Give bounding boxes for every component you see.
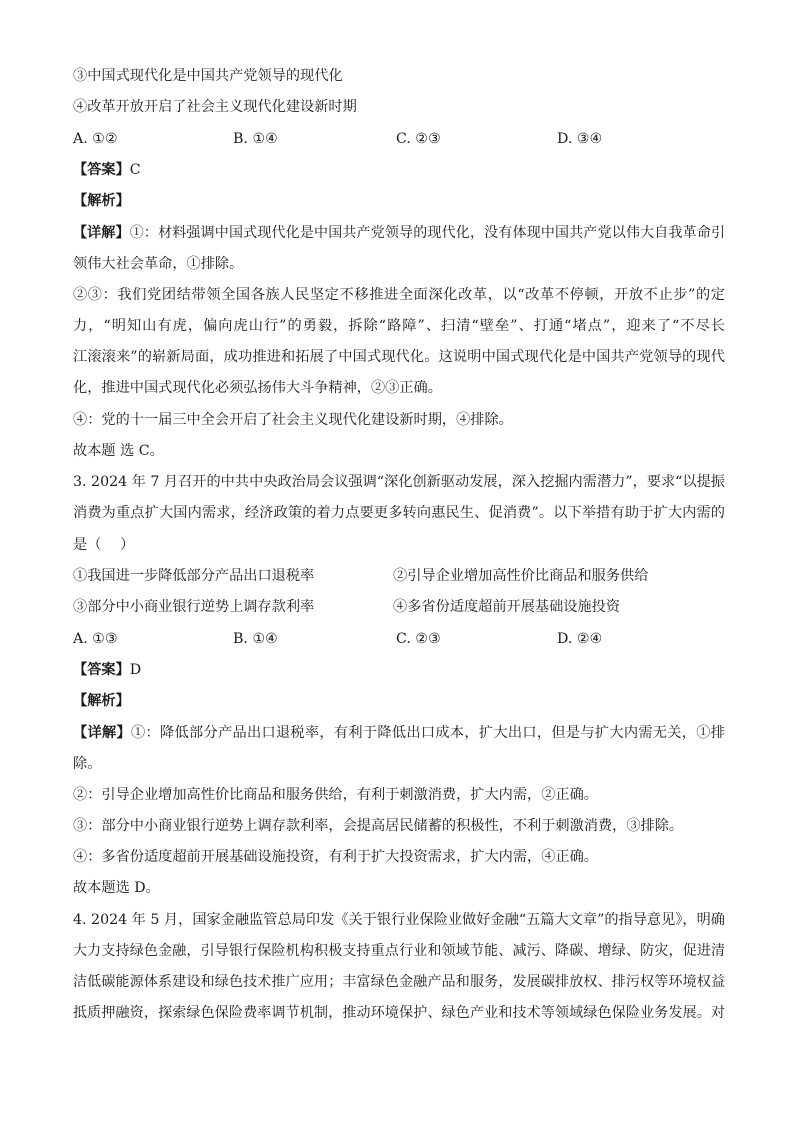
q3-detail-line-4: ③：部分中小商业银行逆势上调存款利率，会提高居民储蓄的积极性，不利于刺激消费，③排除。 [73,818,684,834]
q3-answer [73,660,725,680]
q3-statement-3: ③部分中小商业银行逆势上调存款利率 [73,599,315,615]
q3-detail-line-2: 除。 [73,756,102,772]
q3-detail-label: 【详解】 [73,725,131,741]
q2-detail-text-1: ①：材料强调中国式现代化是中国共产党领导的现代化，没有体现中国共产党以伟大自我革命引 [129,225,726,241]
q3-answer-value: D [129,662,142,678]
q2-analysis-label [73,191,725,211]
q2-detail-label: 【详解】 [73,225,130,241]
q3-detail-line-3: ②：引导企业增加高性价比商品和服务供给，有利于刺激消费，扩大内需，②正确。 [73,787,598,803]
q2-answer-label: 【答案】 [73,162,130,178]
q2-option-b: B. ①④ [233,131,278,147]
q3-option-d: D. ②④ [557,631,603,647]
q3-detail-line-5: ④：多省份适度超前开展基础设施投资，有利于扩大投资需求，扩大内需，④正确。 [73,849,598,865]
q3-analysis-tag: 【解析】 [73,693,130,709]
q3-stem-line-3: 是（ ） [73,537,135,553]
q2-detail-line-5: 江滚滚来”的崭新局面，成功推进和拓展了中国式现代化。这说明中国式现代化是中国共产党领导的现代 [73,349,725,365]
q3-statement-2: ②引导企业增加高性价比商品和服务供给 [393,568,649,584]
q2-option-a: A. ①② [73,131,118,147]
q3-detail-line-1 [73,723,725,743]
q3-option-c: C. ②③ [396,631,441,647]
q3-answer-label: 【答案】 [73,662,130,678]
q2-option-c: C. ②③ [396,131,441,147]
q3-option-b: B. ①④ [233,631,278,647]
q4-stem-line-4: 抵质押融资，探索绿色保险费率调节机制，推动环境保护、绿色产业和技术等领域绿色保险业务发展。对 [73,1005,725,1021]
q2-statement-4: ④改革开放开启了社会主义现代化建设新时期 [73,99,357,115]
q2-detail-line-4: 力，“明知山有虎，偏向虎山行”的勇毅，拆除“路障”、扫清“壁垒”、打通“堵点”，迎来了“不尽长 [73,318,725,334]
q2-answer [73,160,725,180]
q2-option-d: D. ③④ [557,131,603,147]
q3-option-a: A. ①③ [73,631,118,647]
q3-statement-1: ①我国进一步降低部分产品出口退税率 [73,568,315,584]
q2-analysis-tag: 【解析】 [73,193,130,209]
q3-stem-line-2: 消费为重点扩大国内需求，经济政策的着力点要更多转向惠民生、促消费”。以下举措有助于扩大内需的 [73,505,725,521]
q2-detail-line-2: 领伟大社会革命，①排除。 [73,256,244,272]
q2-detail-line-7: ④：党的十一届三中全会开启了社会主义现代化建设新时期，④排除。 [73,412,513,428]
q2-conclusion: 故本题 选 C。 [73,443,164,459]
q2-statement-3: ③中国式现代化是中国共产党领导的现代化 [73,68,343,84]
q3-conclusion: 故本题选 D。 [73,880,160,896]
q4-stem-line-1: 4. 2024 年 5 月，国家金融监管总局印发《关于银行业保险业做好金融“五篇大文章”的指导意见》，明确 [73,912,725,928]
q2-answer-value: C [129,162,141,178]
q2-detail-line-3: ②③：我们党团结带领全国各族人民坚定不移推进全面深化改革，以“改革不停顿，开放不止步”的定 [73,287,725,303]
q4-stem-line-3: 洁低碳能源体系建设和绿色技术推广应用；丰富绿色金融产品和服务，发展碳排放权、排污权等环境权益 [73,974,725,990]
q4-stem-line-2: 大力支持绿色金融，引导银行保险机构积极支持重点行业和领域节能、减污、降碳、增绿、防灾，促进清 [73,943,725,959]
q2-detail-line-1 [73,223,725,243]
q3-detail-text-1: ①：降低部分产品出口退税率，有利于降低出口成本，扩大出口，但是与扩大内需无关，①排 [130,725,725,741]
q2-detail-line-6: 化，推进中国式现代化必须弘扬伟大斗争精神，②③正确。 [73,380,442,396]
q3-analysis-label [73,691,725,711]
q3-stem-line-1: 3. 2024 年 7 月召开的中共中央政治局会议强调“深化创新驱动发展，深入挖掘内需潜力”，要求“以提振 [73,474,725,490]
q3-statement-4: ④多省份适度超前开展基础设施投资 [393,599,621,615]
